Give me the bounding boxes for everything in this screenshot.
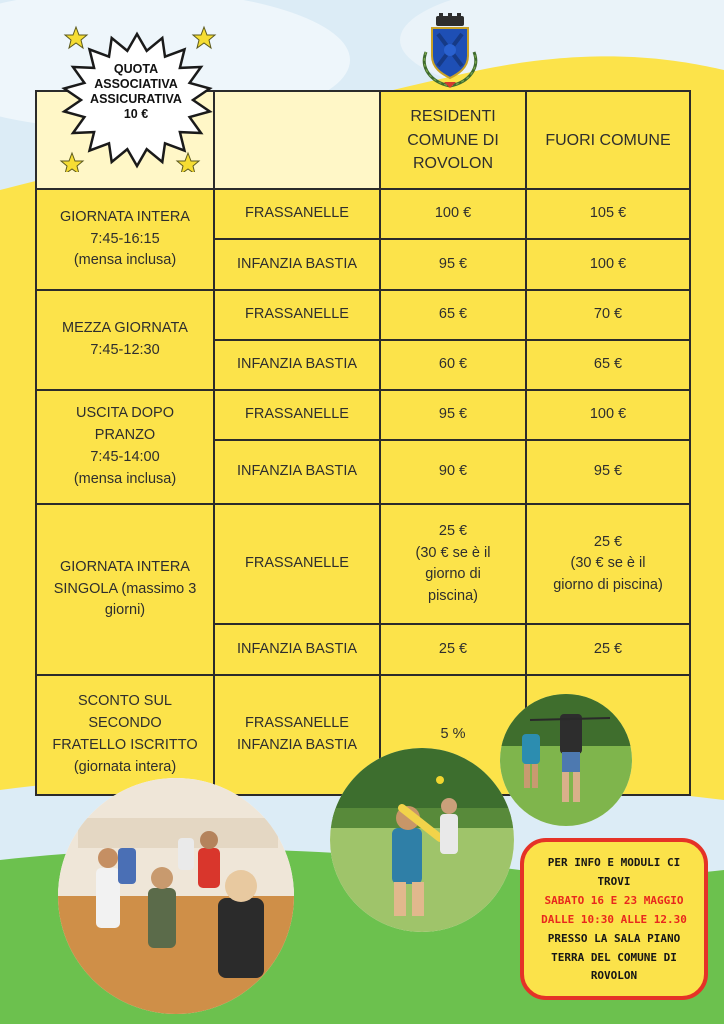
group-label-line: FRATELLO ISCRITTO [52,736,198,753]
price-fuori: 105 € [526,189,690,239]
info-line: PER INFO E MODULI CI [547,856,681,869]
group-label-line: GIORNATA INTERA [60,208,190,225]
group-label-line: SECONDO [88,715,162,732]
group-label-line: 7:45-14:00 [90,448,160,465]
price-residenti: 25 € [380,624,526,674]
group-label-line: SCONTO SUL [77,693,172,710]
group-label-line: (mensa inclusa) [73,252,177,269]
price-residenti [380,504,526,624]
price-residenti: 95 € [380,390,526,440]
info-hours: DALLE 10:30 ALLE 12.30 [541,912,687,926]
price-line: 25 € [438,522,468,539]
info-line: TROVI [597,874,631,888]
quota-line: ASSICURATIVA [90,92,182,106]
price-line: giorno di [425,566,481,583]
location-cell: FRASSANELLE [214,189,380,239]
discount-residenti: 5 % [380,675,526,795]
price-fuori: 70 € [526,290,690,340]
group-label-line: GIORNATA INTERA [60,558,190,575]
photo-group-game [500,694,632,826]
photo-baseball [330,748,514,932]
header-residenti [380,91,526,189]
price-residenti: 60 € [380,340,526,390]
info-line: PRESSO LA SALA PIANO [547,931,681,945]
info-line: TERRA DEL COMUNE DI [551,950,677,964]
price-table [35,90,691,796]
location-line: INFANZIA BASTIA [236,736,358,753]
municipal-crest-icon [414,12,486,90]
table-row [36,390,690,440]
info-box [520,838,708,1000]
star-icon [177,153,199,172]
star-icon [61,153,83,172]
price-residenti: 100 € [380,189,526,239]
group-label-uscita-dopo-pranzo [36,390,214,504]
quota-line: ASSOCIATIVA [94,77,178,91]
star-icon [193,27,215,48]
price-line: piscina) [428,588,478,605]
group-label-line: 7:45-16:15 [90,230,160,247]
group-label-line: giorni) [104,602,146,619]
quota-amount: 10 € [123,107,149,121]
price-fuori: 100 € [526,239,690,289]
header-fuori-comune: FUORI COMUNE [526,91,690,189]
price-line: (30 € se è il [570,555,646,572]
price-residenti: 95 € [380,239,526,289]
table-row [36,290,690,340]
group-label-line: (mensa inclusa) [73,470,177,487]
group-label-line: USCITA DOPO [75,405,175,422]
price-fuori [526,504,690,624]
group-label-line: (giornata intera) [73,758,177,775]
location-cell: INFANZIA BASTIA [214,624,380,674]
price-line: giorno di piscina) [553,577,663,594]
price-line: 25 € [593,533,623,550]
price-fuori: 25 € [526,624,690,674]
group-label-line: 7:45-12:30 [90,341,160,358]
price-residenti: 65 € [380,290,526,340]
location-cell: FRASSANELLE [214,504,380,624]
price-fuori: 95 € [526,440,690,504]
price-fuori: 65 € [526,340,690,390]
group-label-line: PRANZO [94,427,156,444]
info-dates: SABATO 16 E 23 MAGGIO [544,893,684,907]
location-cell: FRASSANELLE [214,390,380,440]
quota-line: QUOTA [113,62,159,76]
group-label-giornata-intera-singola [36,504,214,674]
header-residenti-label: RESIDENTI COMUNE DI ROVOLON [407,108,499,172]
group-label-line: SINGOLA (massimo 3 [53,580,197,597]
price-fuori: 100 € [526,390,690,440]
location-cell: INFANZIA BASTIA [214,239,380,289]
table-row [36,504,690,624]
photo-dance-class [58,778,294,1014]
group-label-mezza-giornata [36,290,214,390]
location-line: FRASSANELLE [245,715,349,732]
group-label-line: MEZZA GIORNATA [62,319,188,336]
price-residenti: 90 € [380,440,526,504]
info-line: ROVOLON [590,969,638,983]
quota-badge-text [72,62,200,122]
location-cell: FRASSANELLE [214,290,380,340]
header-location-cell [214,91,380,189]
location-cell: INFANZIA BASTIA [214,340,380,390]
group-label-sconto-fratello [36,675,214,795]
group-label-giornata-intera [36,189,214,289]
star-icon [65,27,87,48]
price-line: (30 € se è il [415,544,491,561]
location-cell: INFANZIA BASTIA [214,440,380,504]
table-row [36,189,690,239]
